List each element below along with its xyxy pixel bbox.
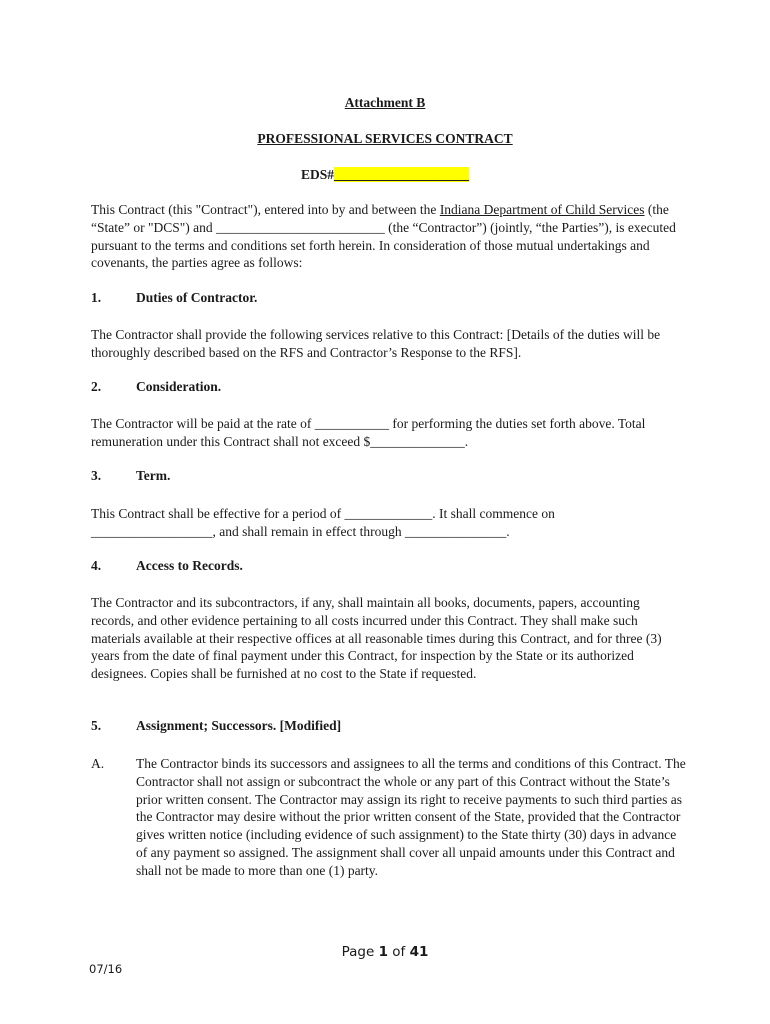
eds-number-field[interactable]: ____________________: [334, 167, 469, 182]
document-title: PROFESSIONAL SERVICES CONTRACT: [257, 131, 513, 146]
revision-date: 07/16: [89, 962, 123, 976]
section-title: Duties of Contractor.: [136, 290, 258, 305]
section-number: 2.: [91, 379, 102, 394]
section-body-records: The Contractor and its subcontractors, if any, shall maintain all books, documents, papers, accounting records, and other evidence pertaining to all costs incurred under this Contract. They shall make such materials available at their respective offices at all reasonable times during this Contract, and for three (3) years from the date of final payment under this Contract, for inspection by the State or its authorized designees. Copies shall be furnished at no cost to the State if requested.: [91, 595, 662, 682]
section-title: Term.: [136, 468, 171, 483]
section-title: Access to Records.: [136, 558, 243, 573]
section-heading-term: [91, 468, 691, 484]
subsection-label: A.: [91, 756, 105, 771]
section-title: Assignment; Successors. [Modified]: [136, 718, 342, 733]
page-word: Page: [341, 944, 375, 960]
page-indicator: [0, 944, 770, 960]
eds-label: EDS#: [300, 167, 334, 182]
intro-text-start: This Contract (this "Contract"), entered into by and between the: [91, 202, 440, 217]
section-heading-assignment: [91, 718, 691, 734]
section-number: 1.: [91, 290, 102, 305]
section-heading-consideration: [91, 379, 691, 395]
section-heading-duties: [91, 290, 691, 306]
page-of: of: [392, 944, 406, 960]
section-number: 5.: [91, 718, 102, 733]
attachment-label: Attachment B: [344, 95, 426, 110]
section-number: 4.: [91, 558, 102, 573]
section-body-consideration: The Contractor will be paid at the rate of ___________ for performing the duties set forth above. Total remuneration under this Contract shall not exceed $______________.: [91, 416, 646, 449]
section-title: Consideration.: [136, 379, 222, 394]
subsection-body: The Contractor binds its successors and assignees to all the terms and conditions of this Contract. The Contractor shall not assign or subcontract the whole or any part of this Contract without the State’s prior written consent. The Contractor may assign its right to receive payments to such third parties as the Contractor may desire without the prior written consent of the State, provided that the Contractor gives written notice (including evidence of such assignment) to the State thirty (30) days in advance of any payment so assigned. The assignment shall cover all unpaid amounts under this Contract and shall not be made to more than one (1) party.: [136, 756, 686, 878]
page-total: 41: [409, 944, 429, 960]
agency-name: Indiana Department of Child Services: [439, 202, 645, 217]
section-number: 3.: [91, 468, 102, 483]
section-body-term: This Contract shall be effective for a period of _____________. It shall commence on __________________, and shall remain in effect through _______________.: [91, 506, 555, 539]
section-heading-records: [91, 558, 691, 574]
intro-paragraph: [91, 201, 681, 272]
page-current: 1: [378, 944, 388, 960]
intro-text-end: (the “State” or "DCS") and _________________________ (the “Contractor”) (jointly, “the Parties”), is executed pursuant to the terms and conditions set forth herein. In consideration of those mutual undertakings and covenants, the parties agree as follows:: [91, 202, 676, 271]
eds-line: [0, 167, 770, 183]
section-body-duties: The Contractor shall provide the following services relative to this Contract: [Details of the duties will be thoroughly described based on the RFS and Contractor’s Response to the RFS].: [91, 327, 661, 360]
